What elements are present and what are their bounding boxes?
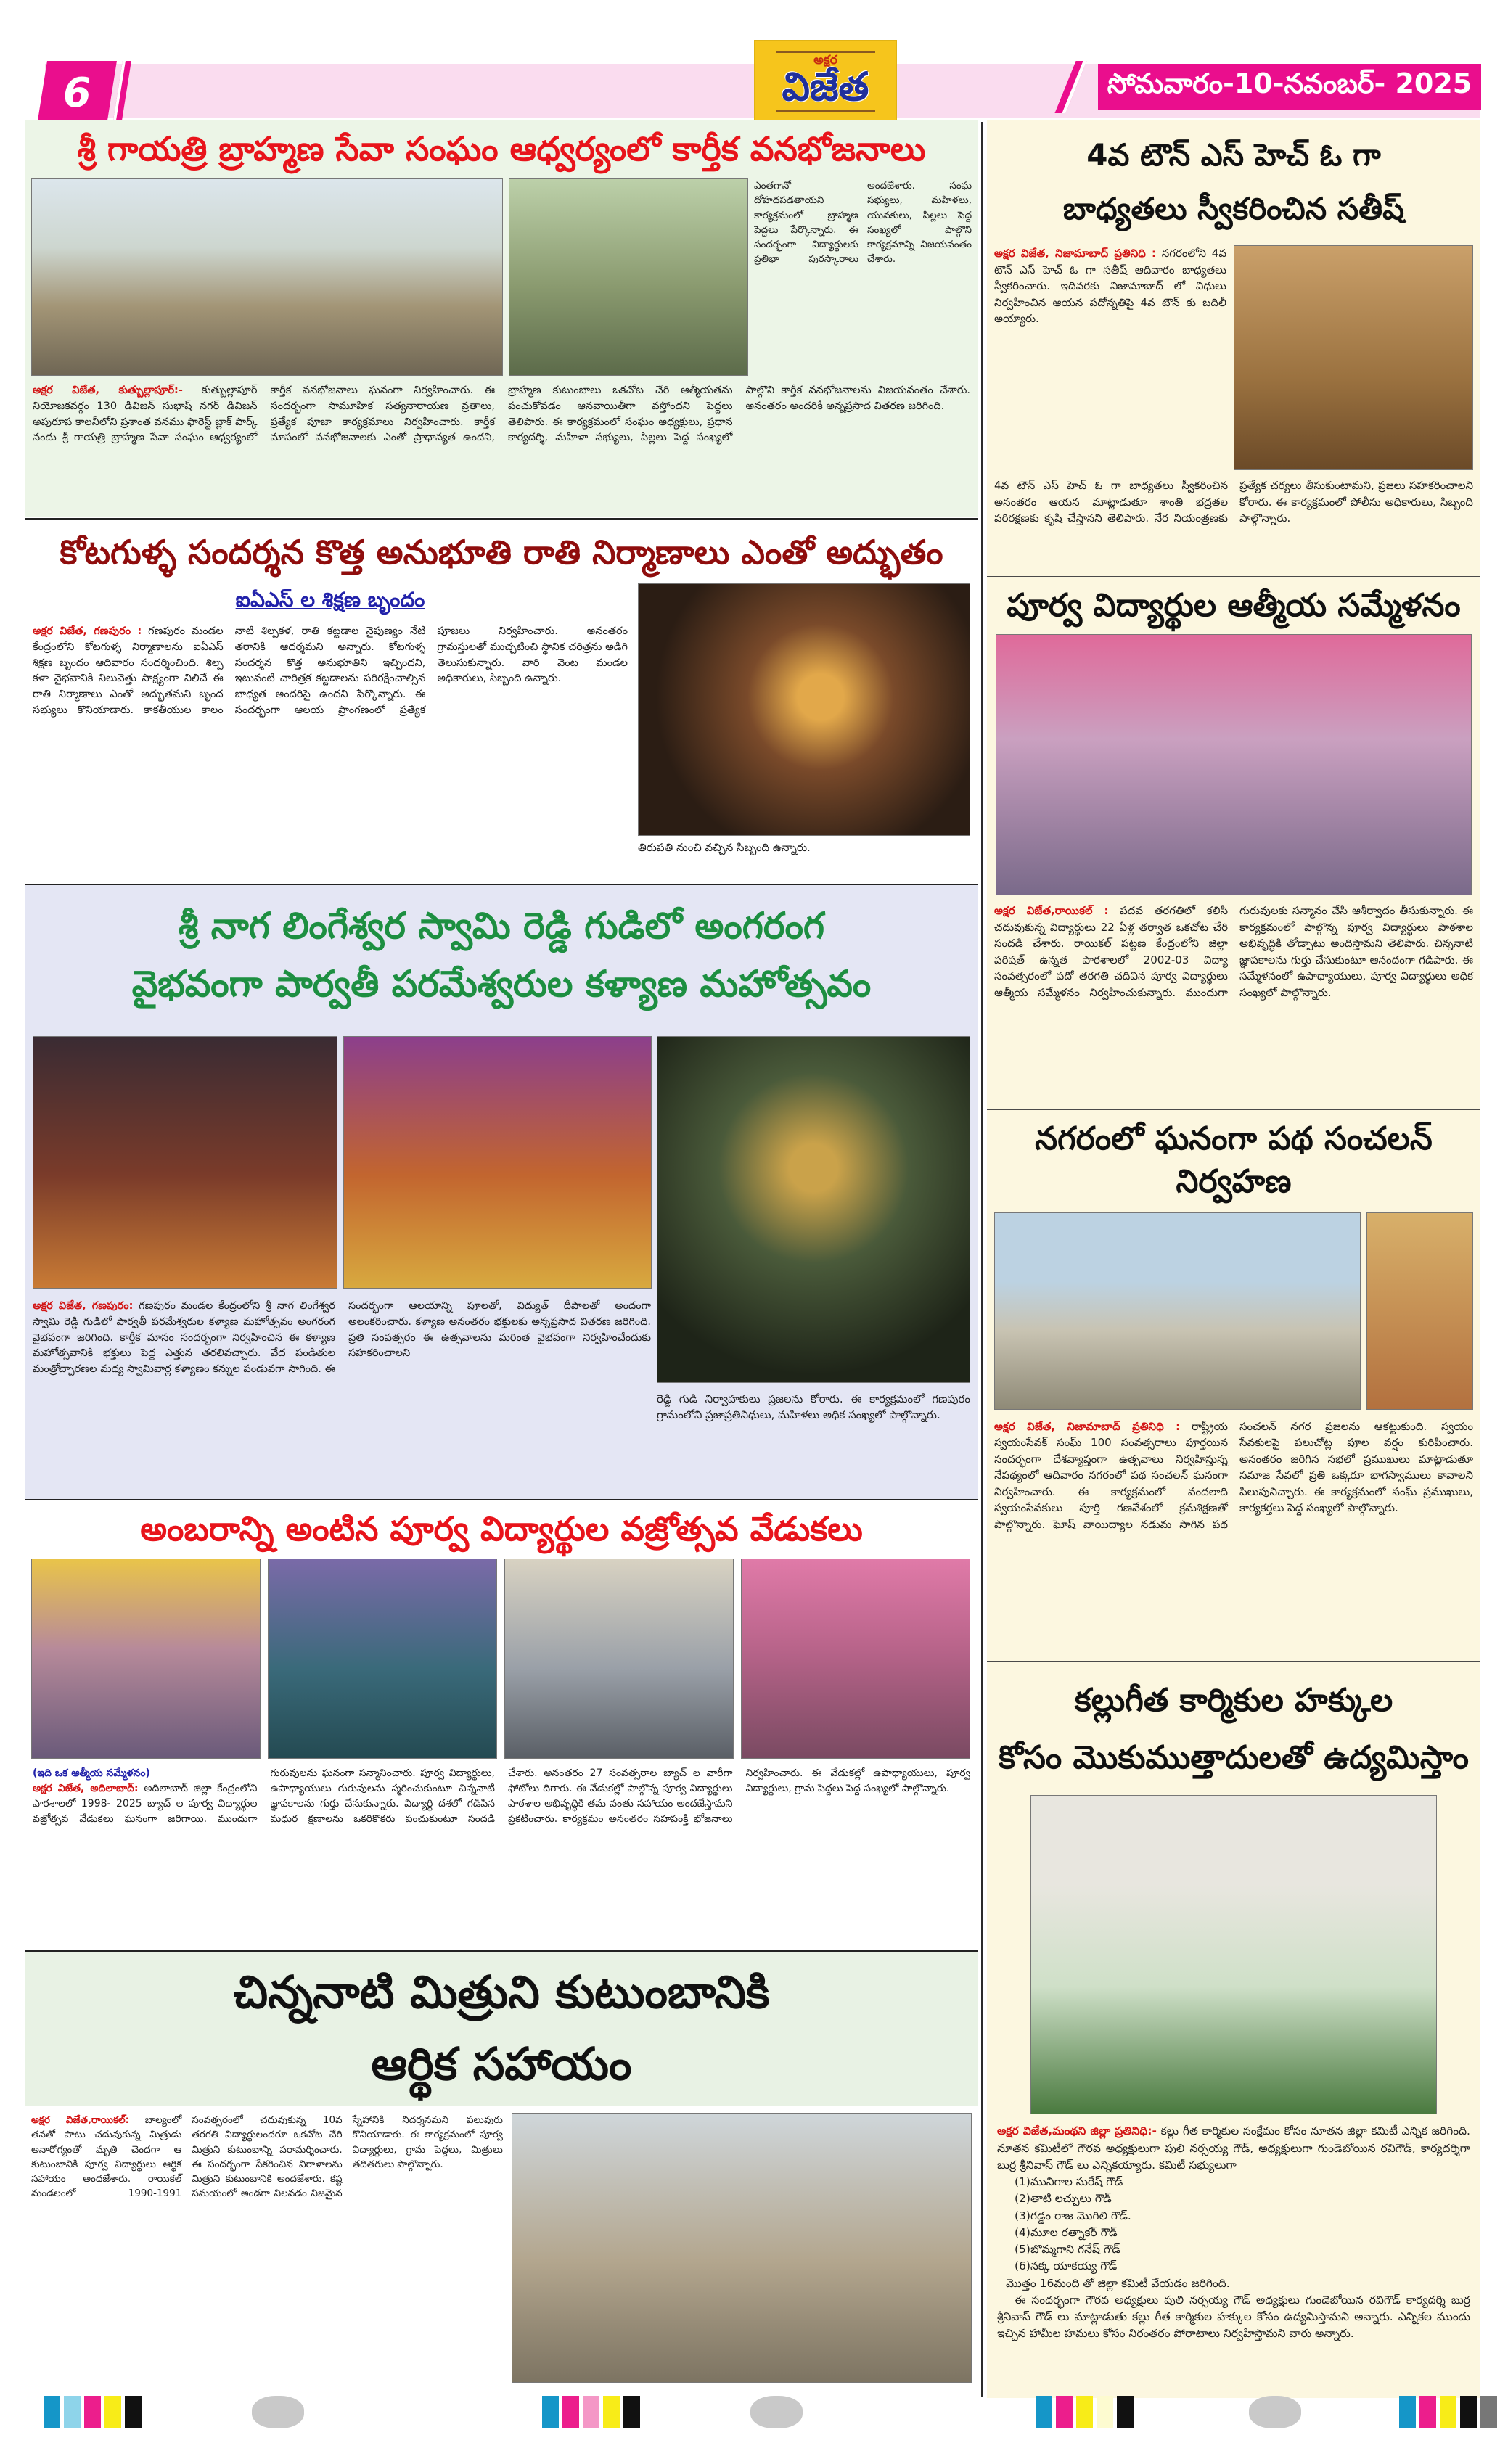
- article3-headline-line2: వైభవంగా పార్వతీ పరమేశ్వరుల కళ్యాణ మహోత్సవం: [131, 963, 872, 1005]
- masthead-logo: [755, 41, 896, 122]
- registration-gray-mark: [1249, 2396, 1301, 2428]
- article3-photo-caption: రెడ్డి గుడి నిర్వాహకులు ప్రజలను కోరారు. ఈ కార్యక్రమంలో గణపురం గ్రామంలోని ప్రజాప్రతినిధులు, మహిళలు అధిక సంఖ్యలో పాల్గొన్నారు.: [657, 1392, 970, 1421]
- r2-body-text: పదవ తరగతిలో కలిసి చదువుకున్న విద్యార్థులు 22 ఏళ్ల తర్వాత ఒకచోట చేరి సందడి చేశారు. రాయికల్ పట్టణ కేంద్రంలోని జిల్లా పరిషత్ ఉన్నత పాఠశాలలో 2002-03 విద్యా సంవత్సరంలో పదో తరగతి చదివిన పూర్వ విద్యార్థులు ఆత్మీయ సమ్మేళనం నిర్వహించుకున్నారు. ముందుగా గురువులకు సన్మానం చేసి ఆశీర్వాదం తీసుకున్నారు. ఈ కార్యక్రమంలో పాల్గొన్న పూర్వ విద్యార్థులు పాఠశాల అభివృద్ధికి తోడ్పాటు అందిస్తామని తెలిపారు. చిన్ననాటి జ్ఞాపకాలను గుర్తు చేసుకుంటూ ఆనందంగా గడిపారు. ఈ సమ్మేళనంలో ఉపాధ్యాయులు, పూర్వ విద్యార్థులు అధిక సంఖ్యలో పాల్గొన్నారు.: [994, 904, 1473, 999]
- article5-headline-line1: చిన్ననాటి మిత్రుని కుటుంబానికి: [233, 1966, 770, 2019]
- r1-headline-line1: 4వ టౌన్ ఎస్ హెచ్ ఓ గా: [1086, 137, 1381, 173]
- article3-dateline: అక్షర విజేత, గణపురం:: [33, 1300, 134, 1312]
- article-patha-sanchalan: [987, 1110, 1480, 1662]
- color-registration-bar: [1036, 2396, 1134, 2428]
- photo-kalyanam-ritual: [343, 1036, 652, 1289]
- photo-vanabhojanalu-group1: [31, 178, 503, 376]
- right-column: [987, 120, 1480, 2398]
- article-atmiya-sammelanam: [987, 577, 1480, 1110]
- photo-kgks-leaders: [1030, 1795, 1437, 2114]
- article1-side-text: ఎంతగానో దోహదపడతాయని కార్యక్రమంలో బ్రాహ్మణ పెద్దలు పేర్కొన్నారు. ఈ సందర్భంగా విద్యార్థులకు ప్రతిభా పురస్కారాలు అందజేశారు. సంఘ సభ్యులు, మహిళలు, యువకులు, పిల్లలు పెద్ద సంఖ్యలో పాల్గొని కార్యక్రమాన్ని విజయవంతం చేశారు.: [754, 180, 972, 266]
- photo-sho-satish: [1234, 245, 1473, 470]
- article5-headline-line2: ఆర్థిక సహాయం: [371, 2037, 632, 2091]
- registration-gray-mark: [750, 2396, 803, 2428]
- article1-headline: శ్రీ గాయత్రి బ్రాహ్మణ సేవా సంఘం ఆధ్వర్యంలో కార్తీక వనభోజనాలు: [77, 129, 926, 168]
- photo-alumni-group: [996, 634, 1472, 895]
- color-registration-bar: [1399, 2396, 1497, 2428]
- photo-deity-offerings: [657, 1036, 970, 1383]
- article4-note: (ఇది ఒక ఆత్మీయ సమ్మేళనం): [33, 1767, 150, 1780]
- photo-kalyanam-priests: [33, 1036, 337, 1289]
- photo-vajrotsavam-1: [31, 1559, 261, 1759]
- article-kartika-vanabhojanalu: [25, 120, 978, 517]
- article4-dateline: అక్షర విజేత, అదిలాబాద్:: [33, 1783, 139, 1795]
- r3-body: [987, 1410, 1480, 1662]
- article2-body-text: గణపురం మండల కేంద్రంలోని కోటగుళ్ళ నిర్మాణాలను ఐఏఎస్ శిక్షణ బృందం ఆదివారం సందర్శించింది. శిల్ప కళా వైభవానికి నిలువెత్తు సాక్ష్యంగా నిలిచే ఈ రాతి నిర్మాణాలు ఎంతో అద్భుతమని బృంద సభ్యులు కొనియాడారు. కాకతీయుల కాలం నాటి శిల్పకళ, రాతి కట్టడాల నైపుణ్యం నేటి తరానికి ఆదర్శమని అన్నారు. కోటగుళ్ళ సందర్శన కొత్త అనుభూతిని ఇచ్చిందని, ఇటువంటి చారిత్రక కట్టడాలను పరిరక్షించాల్సిన బాధ్యత అందరిపై ఉందని పేర్కొన్నారు. ఈ సందర్భంగా ఆలయ ప్రాంగణంలో ప్రత్యేక పూజలు నిర్వహించారు. అనంతరం గ్రామస్తులతో ముచ్చటించి స్థానిక చరిత్రను అడిగి తెలుసుకున్నారు. వారి వెంట మండల అధికారులు, సిబ్బంది ఉన్నారు.: [33, 625, 628, 716]
- article-vajrotsava-vedukalu: [25, 1499, 978, 1892]
- registration-gray-mark: [252, 2396, 304, 2428]
- photo-vajrotsavam-2: [268, 1559, 497, 1759]
- r4-total-line: మొత్తం 16మంది తో జిల్లా కమిటీ వేయడం జరిగింది.: [1006, 2276, 1230, 2290]
- r4-list-item: (5)బొమ్మగాని గనేష్ గౌడ్: [1015, 2243, 1120, 2256]
- article2-dateline: అక్షర విజేత, గణపురం :: [33, 625, 142, 638]
- r4-headline-line1: కల్లుగీత కార్మికుల హక్కుల: [1074, 1682, 1393, 1719]
- color-registration-bar: [542, 2396, 640, 2428]
- r3-headline: నగరంలో ఘనంగా పథ సంచలన్ నిర్వహణ: [1035, 1120, 1433, 1201]
- article4-body-text: అదిలాబాద్ జిల్లా కేంద్రంలోని పాఠశాలలో 1998- 2025 బ్యాచ్ ల పూర్వ విద్యార్థుల వజ్రోత్సవ వేడుకలు ఘనంగా జరిగాయి. ముందుగా గురువులను ఘనంగా సన్మానించారు. పూర్వ విద్యార్థులు, ఉపాధ్యాయులు గురువులను స్మరించుకుంటూ చిన్ననాటి జ్ఞాపకాలను గుర్తు చేసుకున్నారు. విద్యార్థి దశలో గడిపిన మధుర క్షణాలను ఒకరికొకరు పంచుకుంటూ సందడి చేశారు. అనంతరం 27 సంవత్సరాల బ్యాచ్ ల వారీగా ఫోటోలు దిగారు. ఈ వేడుకల్లో పాల్గొన్న పూర్వ విద్యార్థులు పాఠశాల అభివృద్ధికి తమ వంతు సహాయం అందజేస్తామని ప్రకటించారు. కార్యక్రమం అనంతరం సహపంక్తి భోజనాలు నిర్వహించారు. ఈ వేడుకల్లో ఉపాధ్యాయులు, పూర్వ విద్యార్థులు, గ్రామ పెద్దలు పెద్ద సంఖ్యలో పాల్గొన్నారు.: [33, 1767, 970, 1826]
- r1-headline-line2: బాధ్యతలు స్వీకరించిన సతీష్: [1062, 190, 1405, 226]
- photo-vajrotsavam-4: [741, 1559, 970, 1759]
- article1-body-text: కుత్బుల్లాపూర్ నియోజకవర్గం 130 డివిజన్ సుభాష్ నగర్ డివిజన్ అపురూప కాలనీలోని ప్రశాంత వనము ఫారెస్ట్ బ్లాక్ పార్క్ నందు శ్రీ గాయత్రి బ్రాహ్మణ సేవా సంఘం ఆధ్వర్యంలో కార్తీక వనభోజనాలు ఘనంగా నిర్వహించారు. ఈ సందర్భంగా సామూహిక సత్యనారాయణ వ్రతాలు, ప్రత్యేక పూజా కార్యక్రమాలు నిర్వహించారు. కార్తీక మాసంలో వనభోజనాలకు ఎంతో ప్రాధాన్యత ఉందని, బ్రాహ్మణ కుటుంబాలు ఒకచోట చేరి ఆత్మీయతను పంచుకోవడం ఆనవాయితీగా వస్తోందని పెద్దలు తెలిపారు. ఈ కార్యక్రమంలో సంఘం అధ్యక్షులు, ప్రధాన కార్యదర్శి, మహిళా సభ్యులు, పిల్లలు పెద్ద సంఖ్యలో పాల్గొని కార్తీక వనభోజనాలను విజయవంతం చేశారు. అనంతరం అందరికీ అన్నప్రసాద వితరణ జరిగింది.: [33, 385, 970, 444]
- r4-list-item: (3)గడ్డం రాజ మొగిలి గౌడ్.: [1015, 2209, 1131, 2222]
- page-number: 6: [59, 69, 95, 117]
- article-arthika-sahayam: [25, 1950, 978, 2396]
- r3-body-text: రాష్ట్రీయ స్వయంసేవక్ సంఘ్ 100 సంవత్సరాలు పూర్తయిన సందర్భంగా దేశవ్యాప్తంగా ఉత్సవాలు నిర్వహిస్తున్న నేపథ్యంలో ఆదివారం నగరంలో పథ సంచలన్ ఘనంగా నిర్వహించారు. ఈ కార్యక్రమంలో వందలాది స్వయంసేవకులు పూర్తి గణవేశంలో క్రమశిక్షణతో పాల్గొన్నారు. ఘోష్ వాయిద్యాల నడుమ సాగిన పథ సంచలన్ నగర ప్రజలను ఆకట్టుకుంది. స్వయం సేవకులపై పలుచోట్ల పూల వర్షం కురిపించారు. అనంతరం జరిగిన సభలో ప్రముఖులు మాట్లాడుతూ సమాజ సేవలో ప్రతి ఒక్కరూ భాగస్వాములు కావాలని పిలుపునిచ్చారు. ఈ కార్యక్రమంలో సంఘ్ ప్రముఖులు, కార్యకర్తలు పెద్ద సంఖ్యలో పాల్గొన్నారు.: [994, 1419, 1473, 1531]
- edition-date: సోమవారం-10-నవంబర్- 2025: [1107, 67, 1472, 99]
- article1-body: [25, 376, 978, 511]
- r4-list-item: (1)మునిగాల సురేష్ గౌడ్: [1015, 2175, 1123, 2189]
- photo-parade-leader: [1366, 1212, 1473, 1410]
- article1-dateline: అక్షర విజేత, కుత్బుల్లాపూర్:-: [33, 385, 183, 397]
- r3-dateline: అక్షర విజేత, నిజామాబాద్ ప్రతినిధి :: [994, 1419, 1181, 1433]
- article-kalyana-mahotsavam: [25, 884, 978, 1499]
- article5-dateline: అక్షర విజేత,రాయికల్:: [31, 2114, 130, 2126]
- article-sho-satish: [987, 120, 1480, 577]
- article4-headline: అంబరాన్ని అంటిన పూర్వ విద్యార్థుల వజ్రోత్సవ వేడుకలు: [140, 1509, 863, 1548]
- r1-body-top-text: నగరంలోని 4వ టౌన్ ఎస్ హెచ్ ఓ గా సతీష్ ఆదివారం బాధ్యతలు స్వీకరించారు. ఇదివరకు నిజామాబాద్ లో విధులు నిర్వహించిన ఆయన పదోన్నతిపై 4వ టౌన్ కు బదిలీ అయ్యారు.: [994, 247, 1226, 325]
- article-kotagulla: [25, 518, 978, 882]
- article2-photo-caption: తిరుపతి నుంచి వచ్చిన సిబ్బంది ఉన్నారు.: [638, 841, 811, 855]
- article2-subhead: ఐఏఎస్ ల శిక్షణ బృందం: [235, 588, 425, 612]
- r1-body-bottom: 4వ టౌన్ ఎస్ హెచ్ ఓ గా బాధ్యతలు స్వీకరించిన అనంతరం ఆయన మాట్లాడుతూ శాంతి భద్రతల పరిరక్షణకు కృషి చేస్తానని తెలిపారు. నేర నియంత్రణకు ప్రత్యేక చర్యలు తీసుకుంటామని, ప్రజలు సహకరించాలని కోరారు. ఈ కార్యక్రమంలో పోలీసు అధికారులు, సిబ్బంది పాల్గొన్నారు.: [994, 479, 1473, 525]
- photo-vajrotsavam-3: [504, 1559, 734, 1759]
- r4-headline-line2: కోసం మొకుముత్తాదులతో ఉద్యమిస్తాం: [999, 1739, 1469, 1777]
- r4-intro: కల్లు గీత కార్మికుల సంక్షేమం కోసం నూతన జిల్లా కమిటీ ఎన్నిక జరిగింది. నూతన కమిటీలో గౌరవ అధ్యక్షులుగా పులి నర్సయ్య గౌడ్, అధ్యక్షులుగా గుండెబోయిన రవిగౌడ్, కార్యదర్శిగా బుర్ర శ్రీనివాస్ గౌడ్ లు ఎన్నికయ్యారు. కమిటీ సభ్యులుగా: [997, 2124, 1470, 2172]
- masthead-rule-bottom: [776, 110, 875, 112]
- photo-vanabhojanalu-group2: [509, 178, 748, 376]
- article3-body: [33, 1299, 651, 1487]
- r4-list-item: (2)తాటి లచ్చులు గౌడ్: [1015, 2192, 1112, 2206]
- article2-body: [33, 624, 628, 863]
- article-kallugeetha-karmikulu: [987, 1662, 1480, 2397]
- photo-parade-ground: [994, 1212, 1361, 1410]
- r4-dateline: అక్షర విజేత,మంథని జిల్లా ప్రతినిధి:-: [997, 2124, 1157, 2138]
- page-number-badge: [37, 61, 117, 125]
- article4-body: [25, 1759, 978, 1888]
- article5-body-text: బాల్యంలో తనతో పాటు చదువుకున్న మిత్రుడు అనారోగ్యంతో మృతి చెందగా ఆ కుటుంబానికి పూర్వ విద్యార్థులు ఆర్థిక సహాయం అందజేశారు. రాయికల్ మండలంలో 1990-1991 సంవత్సరంలో చదువుకున్న 10వ తరగతి విద్యార్థులందరూ ఒకచోట చేరి మిత్రుని కుటుంబాన్ని పరామర్శించారు. ఈ సందర్భంగా సేకరించిన విరాళాలను మిత్రుని కుటుంబానికి అందజేశారు. కష్ట సమయంలో అండగా నిలవడం నిజమైన స్నేహానికి నిదర్శనమని పలువురు కొనియాడారు. ఈ కార్యక్రమంలో పూర్వ విద్యార్థులు, గ్రామ పెద్దలు, మిత్రులు తదితరులు పాల్గొన్నారు.: [31, 2114, 503, 2200]
- date-badge: [1098, 64, 1481, 110]
- photo-friends-family-help: [512, 2113, 972, 2383]
- color-registration-bar: [44, 2396, 142, 2428]
- masthead-title: విజేత: [782, 64, 869, 110]
- r1-dateline: అక్షర విజేత, నిజామాబాద్ ప్రతినిధి :: [994, 247, 1156, 260]
- article2-headline: కోటగుళ్ళ సందర్శన కొత్త అనుభూతి రాతి నిర్మాణాలు ఎంతో అద్భుతం: [60, 533, 943, 572]
- r4-closing: ఈ సందర్భంగా గౌరవ అధ్యక్షులు పులి నర్సయ్య గౌడ్ అధ్యక్షులు గుండెబోయిన రవిగౌడ్ కార్యదర్శి బుర్ర శ్రీనివాస్ గౌడ్ లు మాట్లాడుతు కల్లు గీత కార్మికుల హక్కుల కోసం ఉద్యమిస్తామని అన్నారు. ఎన్నికల ముందు ఇచ్చిన హామీల హమలు కోసం నిరంతరం పోరాటాలు నిర్వహిస్తామని వారు అన్నారు.: [997, 2293, 1470, 2341]
- r4-list-item: (4)మూల రత్నాకర్ గౌడ్: [1015, 2225, 1118, 2239]
- r2-headline: పూర్వ విద్యార్థుల ఆత్మీయ సమ్మేళనం: [1007, 587, 1461, 624]
- article5-body: [31, 2113, 503, 2383]
- r1-body-top: [994, 245, 1226, 470]
- article3-headline-line1: శ్రీ నాగ లింగేశ్వర స్వామి రెడ్డి గుడిలో అంగరంగ: [178, 905, 825, 947]
- r2-body: [987, 895, 1480, 1091]
- r4-body: [987, 2114, 1480, 2342]
- r4-list-item: (6)నక్క యాకయ్య గౌడ్: [1015, 2259, 1118, 2273]
- masthead-label: అక్షర: [813, 53, 837, 68]
- r2-dateline: అక్షర విజేత,రాయికల్ :: [994, 904, 1109, 918]
- article3-body-text: గణపురం మండల కేంద్రంలోని శ్రీ నాగ లింగేశ్వర స్వామి రెడ్డి గుడిలో పార్వతీ పరమేశ్వరుల కళ్యాణ మహోత్సవం అంగరంగ వైభవంగా జరిగింది. కార్తీక మాసం సందర్భంగా నిర్వహించిన ఈ కళ్యాణ మహోత్సవానికి భక్తులు పెద్ద ఎత్తున తరలివచ్చారు. వేద పండితుల మంత్రోచ్చారణల మధ్య స్వామివార్ల కళ్యాణం కన్నుల పండువగా సాగింది. ఈ సందర్భంగా ఆలయాన్ని పూలతో, విద్యుత్ దీపాలతో అందంగా అలంకరించారు. కళ్యాణ అనంతరం భక్తులకు అన్నప్రసాద వితరణ జరిగింది. ప్రతి సంవత్సరం ఈ ఉత్సవాలను మరింత వైభవంగా నిర్వహించేందుకు సహకరించాలని: [33, 1300, 651, 1375]
- column-divider: [981, 122, 983, 2397]
- photo-kotagulla-shrine: [638, 583, 970, 836]
